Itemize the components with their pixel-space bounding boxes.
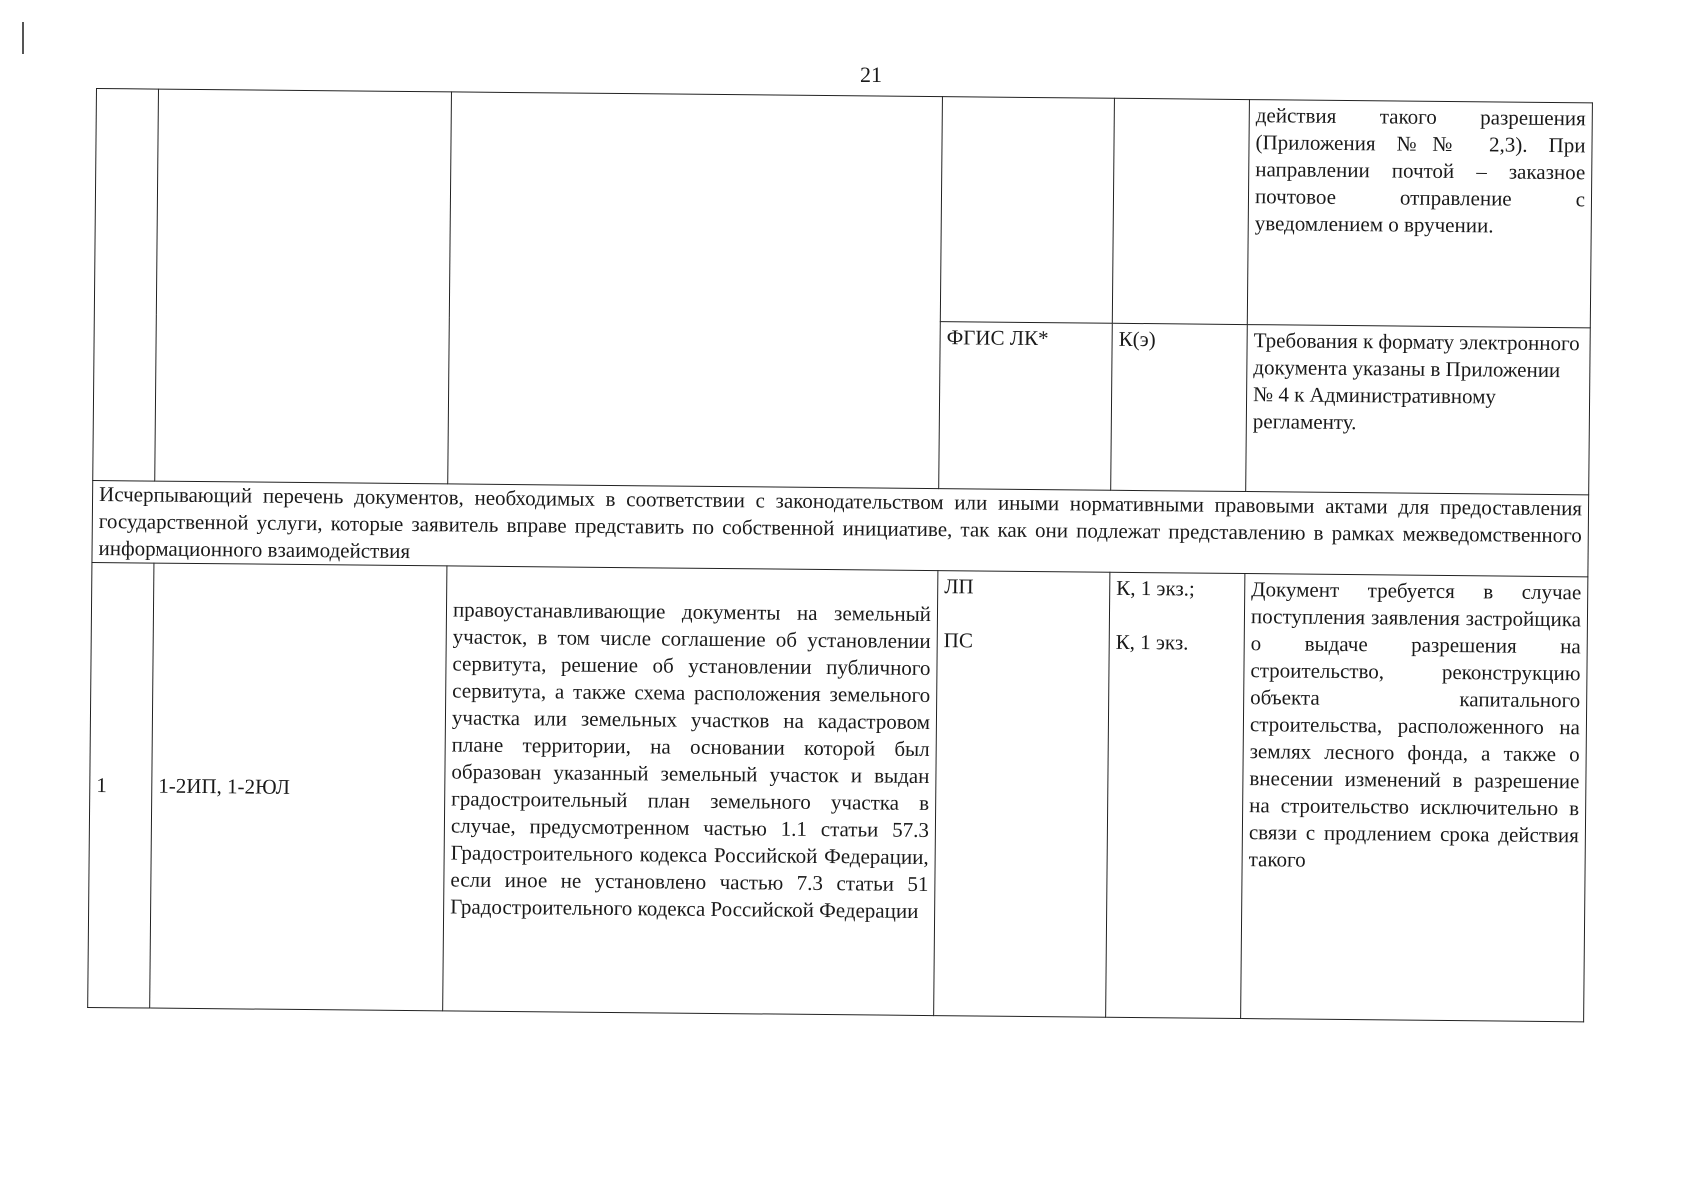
page-number: 21 <box>860 62 882 87</box>
cell-fgis-requirements <box>1246 325 1591 495</box>
cell-document-name <box>443 566 938 1016</box>
section-header-cell <box>92 480 1589 576</box>
documents-table <box>87 88 1593 1022</box>
applicant-code: 1-2ИП, 1-2ЮЛ <box>158 773 291 799</box>
cell-document-forms <box>1106 572 1245 1018</box>
cell-empty-channel <box>940 97 1114 324</box>
method-lp: ЛП <box>944 574 974 599</box>
row-number: 1 <box>96 772 107 797</box>
note-text: Документ требуется в случае поступления заявления застройщика о выдаче разрешения на строительство, реконструкцию объекта капитального строительства, расположенного на землях лесного фонда, а также о внесении изменений в разрешение на строительство исключительно в связи с продлением срока действия такого <box>1248 577 1582 872</box>
form-lp: К, 1 экз.; <box>1116 575 1195 601</box>
table-row <box>94 89 1592 328</box>
cell-applicant-code <box>150 563 447 1011</box>
continued-requirements-text: действия такого разрешения (Приложения №№ 2,3). При направлении почтой – заказное почтовое отправление с уведомлением о вручении. <box>1254 103 1586 238</box>
method-ps: ПС <box>943 628 974 653</box>
cell-fgis-channel <box>939 322 1113 491</box>
section-header-row <box>92 480 1589 576</box>
table-row <box>88 562 1588 1021</box>
section-header-text: Исчерпывающий перечень документов, необходимых в соответствии с законодательством или иными нормативными правовыми актами для предоставления государственной услуги, которые заявитель вправе представить по собственной инициативе, так как они подлежат представлению в рамках межведомственного информационного взаимодействия <box>98 482 1583 564</box>
cell-empty-document <box>448 92 943 489</box>
fgis-form-text: К(э) <box>1118 326 1156 352</box>
document-page <box>87 88 1592 1022</box>
cell-empty-form <box>1112 98 1249 324</box>
cell-row-number <box>88 562 154 1008</box>
document-name-text: правоустанавливающие документы на земельный участок, в том числе соглашение об установлении сервитута, решение об установлении публичного сервитута, а также схема расположения земельного участка или земельных участков на кадастровом плане территории, на основании которой был образован указанный земельный участок и выдан градостроительный план земельного участка в случае, предусмотренном частью 1.1 статьи 57.3 Градостроительного кодекса Российской Федерации, если иное не установлено частью 7.3 статьи 51 Градостроительного кодекса Российской Федерации <box>450 597 932 923</box>
cell-submission-methods <box>934 571 1110 1018</box>
form-ps: К, 1 экз. <box>1115 629 1189 655</box>
cell-empty-number <box>93 89 159 482</box>
fgis-requirements-text: Требования к формату электронного документа указаны в Приложении № 4 к Административному регламенту. <box>1252 328 1580 435</box>
cell-empty-code <box>155 89 452 484</box>
cell-note <box>1241 574 1588 1022</box>
cell-fgis-form <box>1111 323 1248 491</box>
cell-continued-text <box>1247 100 1592 328</box>
scan-edge-mark <box>22 22 24 54</box>
fgis-channel-text: ФГИС ЛК* <box>946 325 1049 351</box>
